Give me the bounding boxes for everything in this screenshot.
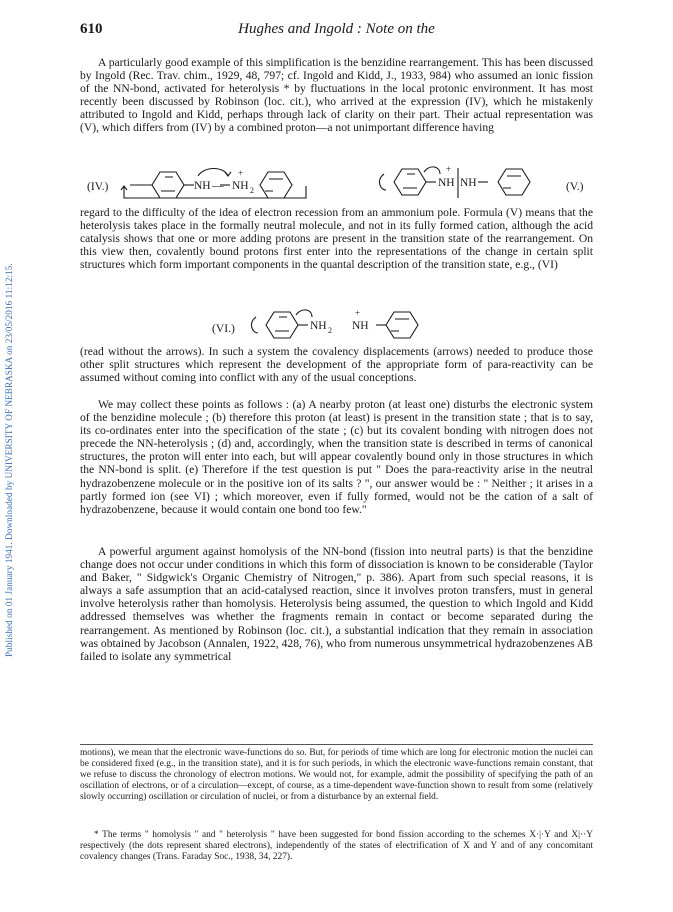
- nh-label: NH: [352, 320, 369, 332]
- download-watermark: [4, 82, 18, 657]
- benzene-ring-right: [498, 169, 530, 195]
- svg-text:2: 2: [250, 186, 254, 195]
- svg-text:—: —: [212, 180, 224, 192]
- nh-left-label: NH: [438, 177, 455, 189]
- paragraph-read-without-arrows: (read without the arrows). In such a system the covalency displacements (arrows) needed to produce those other split structures which represent the development of the appropriate form of para-reactivity can be assumed without coming into conflict with any of the usual conceptions.: [80, 345, 593, 385]
- formula-vi-label: (VI.): [212, 322, 235, 335]
- curved-arrow-mid: [424, 167, 440, 174]
- curved-arrow-left: [380, 174, 386, 190]
- nh-right-label: NH: [460, 177, 477, 189]
- paragraph-homolysis-argument: A powerful argument against homolysis of the NN-bond (fission into neutral parts) is that the benzidine change does not occur under conditions in which this form of dissociation is known to be considerable (Taylor and Baker, " Sidgwick's Organic Chemistry of Nitrogen," p. 386). Apart from such special reasons, it is always a safe assumption that an acid-catalysed reaction, since it involves proton transfers, must in general involve heterolysis rather than homolysis. Heterolysis being assumed, the question to which Ingold and Kidd addressed themselves was whether the fragments remain in contact or become separated during the rearrangement. As mentioned by Robinson (loc. cit.), a substantial indication that they remain in association was obtained by Jacobson (Annalen, 1922, 428, 76), who from numerous unsymmetrical hydrazobenzenes AB failed to isolate any symmetrical: [80, 545, 593, 663]
- benzene-ring-left: [394, 169, 426, 195]
- paragraph-formula-v: regard to the difficulty of the idea of electron recession from an ammonium pole. Formula (V) means that the heterolysis takes place in the formally neutral molecule, and not in its fully formed cation, although the acid catalysis shows that one or more adding protons are present in the transition state of the rearrangement. On this view then, covalently bound protons first enter into the representations of the change in certain split structures which form important components in the quantal description of the transition state, e.g., (VI): [80, 206, 593, 272]
- running-head: Hughes and Ingold : Note on the: [238, 21, 435, 37]
- formula-vi: [248, 303, 428, 343]
- nh-label: NH: [194, 180, 211, 192]
- svg-text:+: +: [446, 164, 452, 174]
- footnote-continued: motions), we mean that the electronic wave-functions do so. But, for periods of time which are long for electronic motion the nuclei can be considered fixed (e.g., in the transition state), and it is for such periods, in which the electronic wave-functions remain constant, that we refuse to discuss the chronology of electron motions. We would not, for example, admit the possibility of specifying the path of an oscillation of electrons, or of a circulation—except, of course, as a time-dependent wave-function shown to result from some (relatively slowly occurring) oscillation or circulation of nuclei, or from a disturbance by an external field.: [80, 748, 593, 802]
- nh2-label: NH: [232, 180, 249, 192]
- formula-iv: [120, 162, 320, 202]
- paragraph-benzidine-intro: A particularly good example of this simplification is the benzidine rearrangement. This has been discussed by Ingold (Rec. Trav. chim., 1929, 48, 797; cf. Ingold and Kidd, J., 1933, 984) who assumed an ionic fission of the NN-bond, activated for heterolysis * by fluctuations in the local protonic environment. It has most recently been discussed by Robinson (loc. cit.), who arrived at the expression (IV), which he mistakenly attributed to Ingold and Kidd, perhaps through lack of clarity on their part. Their actual representation was (V), which differs from (IV) by a combined proton—a not unimportant difference having: [80, 56, 593, 135]
- benzene-ring-left: [266, 312, 298, 338]
- benzene-ring-right: [260, 172, 292, 198]
- formula-v-label: (V.): [566, 180, 584, 193]
- benzene-ring-left: [152, 172, 184, 198]
- formula-v: [374, 160, 594, 200]
- curved-arrow-left: [252, 317, 258, 333]
- curved-arrow-top: [198, 169, 228, 177]
- nh2-label: NH: [310, 320, 327, 332]
- plus-sign: +: [238, 168, 244, 178]
- download-notice: Published on 01 January 1941. Downloaded by UNIVERSITY OF NEBRASKA on 23/05/2016 11:12:15.: [4, 263, 14, 657]
- paragraph-points: We may collect these points as follows : (a) A nearby proton (at least one) disturbs the electronic system of the benzidine molecule ; (b) therefore this proton (at least) is present in the transition state ; that is to say, its co-ordinates enter into the specification of the state ; (c) but its covalent bonding with nitrogen does not precede the NN-heterolysis ; (d) and, accordingly, when the transition state is described in terms of canonical structures, the proton will enter into each, but will appear covalently bound only in those structures in which the NN-bond is split. (e) Therefore if the test question is put " Does the para-reactivity arise in the neutral hydrazobenzene molecule or in the positive ion of its salts ? ", our answer would be : " Neither ; it arises in a partly formed ion (see VI) ; which moreover, even if fully formed, would not be the cation of a salt of hydrazobenzene, because it would contain one bond too few.": [80, 398, 593, 516]
- svg-text:2: 2: [328, 326, 332, 335]
- benzene-ring-right: [386, 312, 418, 338]
- page-number: 610: [80, 21, 103, 37]
- formula-iv-label: (IV.): [87, 180, 109, 193]
- svg-text:+: +: [355, 308, 361, 318]
- page-header: [80, 21, 593, 39]
- footnote-divider: [80, 744, 593, 745]
- footnote-homolysis-terms: * The terms " homolysis " and " heterolysis " have been suggested for bond fission according to the schemes X·|·Y and X|··Y respectively (the dots represent shared electrons), independently of the states of electrification of X and Y and of any concomitant covalency changes (Trans. Faraday Soc., 1938, 34, 227).: [80, 830, 593, 862]
- curved-arrow-mid: [296, 310, 312, 317]
